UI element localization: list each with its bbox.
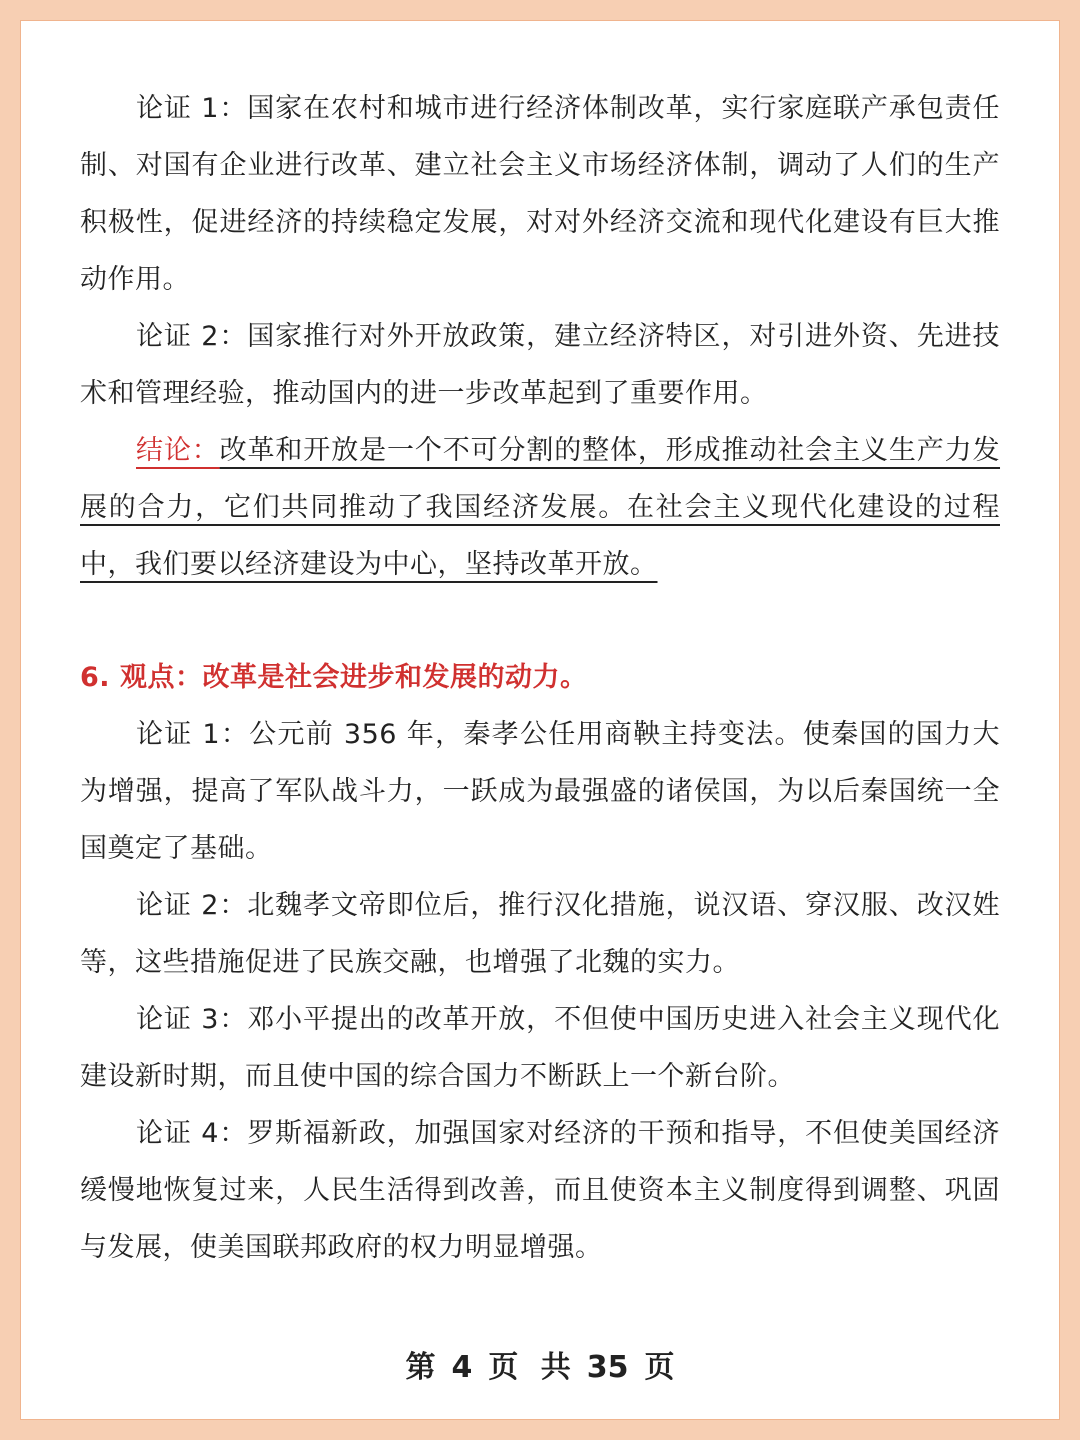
page-prefix: 第 bbox=[405, 1350, 436, 1385]
page-mid: 页 共 bbox=[488, 1350, 571, 1385]
document-body bbox=[80, 80, 1000, 1276]
argument-2-paragraph: 论证 2：国家推行对外开放政策，建立经济特区，对引进外资、先进技术和管理经验，推动国内的进一步改革起到了重要作用。 bbox=[80, 321, 1000, 409]
section-6-argument-3: 论证 3：邓小平提出的改革开放，不但使中国历史进入社会主义现代化建设新时期，而且使中国的综合国力不断跃上一个新台阶。 bbox=[80, 1004, 1000, 1092]
section-6-heading: 6. 观点：改革是社会进步和发展的动力。 bbox=[80, 662, 588, 693]
page-suffix: 页 bbox=[644, 1350, 675, 1385]
page-total: 35 bbox=[586, 1350, 629, 1385]
conclusion-paragraph bbox=[80, 422, 1000, 593]
section-spacer bbox=[80, 593, 1000, 649]
page-current: 4 bbox=[451, 1350, 473, 1385]
page-number-footer bbox=[0, 1343, 1080, 1393]
conclusion-text: 改革和开放是一个不可分割的整体，形成推动社会主义生产力发展的合力，它们共同推动了我国经济发展。在社会主义现代化建设的过程中，我们要以经济建设为中心，坚持改革开放。 bbox=[80, 435, 1001, 580]
section-6-argument-2: 论证 2：北魏孝文帝即位后，推行汉化措施，说汉语、穿汉服、改汉姓等，这些措施促进了民族交融，也增强了北魏的实力。 bbox=[80, 890, 1000, 978]
conclusion-label: 结论： bbox=[136, 435, 220, 466]
argument-1-paragraph: 论证 1：国家在农村和城市进行经济体制改革，实行家庭联产承包责任制、对国有企业进行改革、建立社会主义市场经济体制，调动了人们的生产积极性，促进经济的持续稳定发展，对对外经济交流和现代化建设有巨大推动作用。 bbox=[80, 93, 1000, 295]
section-6-argument-1: 论证 1：公元前 356 年，秦孝公任用商鞅主持变法。使秦国的国力大为增强，提高了军队战斗力，一跃成为最强盛的诸侯国，为以后秦国统一全国奠定了基础。 bbox=[80, 719, 1000, 864]
section-6-argument-4: 论证 4：罗斯福新政，加强国家对经济的干预和指导，不但使美国经济缓慢地恢复过来，人民生活得到改善，而且使资本主义制度得到调整、巩固与发展，使美国联邦政府的权力明显增强。 bbox=[80, 1118, 1000, 1263]
